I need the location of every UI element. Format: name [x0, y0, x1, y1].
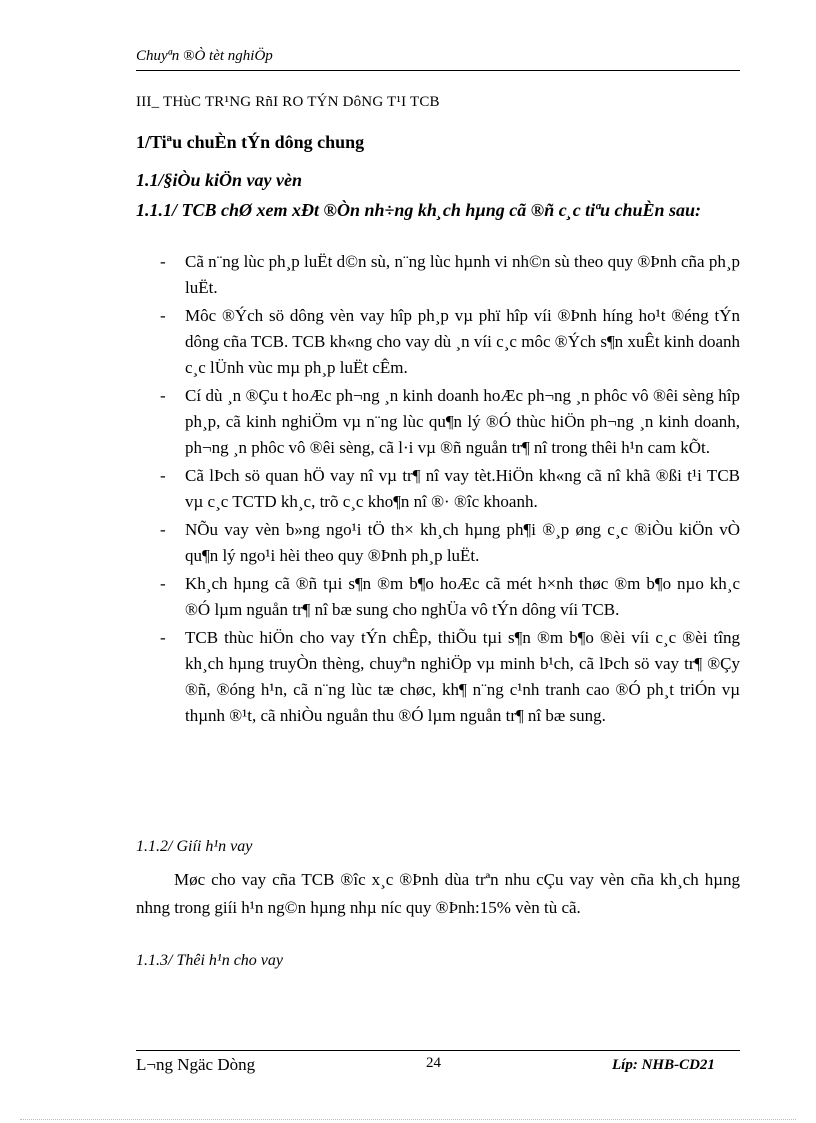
bullet-dash: -: [160, 628, 166, 647]
subheading-loan-limit: 1.1.2/ Giíi h¹n vay: [136, 838, 253, 855]
list-item: [136, 571, 740, 623]
list-item-text: Kh¸ch hµng cã ®ñ tµi s¶n ®m b¶o hoÆc cã mét h×nh thøc ®m b¶o nµo kh¸c ®Ó lµm nguån tr¶ nî bæ sung cho nghÜa vô tÝn dông víi TCB.: [185, 574, 740, 619]
footer-author: L¬ng Ngäc Dòng: [136, 1055, 256, 1074]
list-item: [136, 463, 740, 515]
list-item-text: NÕu vay vèn b»ng ngo¹i tÖ th× kh¸ch hµng ph¶i ®¸p øng c¸c ®iÒu kiÖn vÒ qu¶n lý ngo¹i hèi theo quy ®Þnh ph¸p luËt.: [185, 520, 740, 565]
list-item: [136, 303, 740, 381]
footer-class-label: Líp: NHB-CD21: [612, 1057, 715, 1073]
bullet-dash: -: [160, 252, 166, 271]
bullet-dash: -: [160, 386, 166, 405]
bullet-dash: -: [160, 466, 166, 485]
page-edge-divider: [20, 1119, 796, 1120]
list-item: [136, 625, 740, 729]
header-rule: [136, 70, 740, 71]
bullet-dash: -: [160, 306, 166, 325]
list-item-text: Cí dù ¸n ®Çu t hoÆc ph¬ng ¸n kinh doanh hoÆc ph¬ng ¸n phôc vô ®êi sèng hîp ph¸p, cã kinh nghiÖm vµ n¨ng lùc qu¶n lý ®Ó thùc hiÖn ph¬ng ¸n kinh doanh, ph¬ng ¸n phôc vô ®êi sèng, cã l·i vµ ®ñ nguån tr¶ nî trong thêi h¹n cam kÕt.: [185, 386, 740, 457]
list-item: [136, 383, 740, 461]
bullet-dash: -: [160, 520, 166, 539]
footer-rule: [136, 1050, 740, 1051]
section-title: III_ THùC TR¹NG RñI RO TÝN DôNG T¹I TCB: [136, 94, 440, 110]
criteria-list: [136, 249, 740, 731]
heading-2: 1.1/§iÒu kiÖn vay vèn: [136, 170, 302, 190]
list-item-text: Môc ®Ých sö dông vèn vay hîp ph¸p vµ phï hîp víi ®Þnh híng ho¹t ®éng tÝn dông cña TCB. TCB kh«ng cho vay dù ¸n víi c¸c môc ®Ých s¶n xuÊt kinh doanh c¸c lÜnh vùc mµ ph¸p luËt cÊm.: [185, 306, 740, 377]
loan-limit-paragraph: Møc cho vay cña TCB ®îc x¸c ®Þnh dùa trªn nhu cÇu vay vèn cña kh¸ch hµng nhng trong giíi h¹n ng©n hµng nhµ níc quy ®Þnh:15% vèn tù cã.: [136, 870, 740, 917]
page-number: 24: [426, 1055, 441, 1071]
running-header-title: Chuyªn ®Ò tèt nghiÖp: [136, 48, 273, 64]
heading-1: 1/Tiªu chuÈn tÝn dông chung: [136, 132, 365, 152]
list-item-text: Cã n¨ng lùc ph¸p luËt d©n sù, n¨ng lùc hµnh vi nh©n sù theo quy ®Þnh cña ph¸p luËt.: [185, 252, 740, 297]
list-item-text: Cã lÞch sö quan hÖ vay nî vµ tr¶ nî vay tèt.HiÖn kh«ng cã nî khã ®ßi t¹i TCB vµ c¸c TCTD kh¸c, trõ c¸c kho¶n nî ®· ®îc khoanh.: [185, 466, 740, 511]
list-item-text: TCB thùc hiÖn cho vay tÝn chÊp, thiÕu tµi s¶n ®m b¶o ®èi víi c¸c ®èi tîng kh¸ch hµng truyÒn thèng, chuyªn nghiÖp vµ minh b¹ch, cã lÞch sö vay tr¶ ®Çy ®ñ, ®óng h¹n, cã n¨ng lùc tæ chøc, kh¶ n¨ng c¹nh tranh cao ®Ó ph¸t triÓn vµ thµnh ®¹t, cã nhiÒu nguån thu ®Ó lµm nguån tr¶ nî bæ sung.: [185, 628, 740, 725]
bullet-dash: -: [160, 574, 166, 593]
list-item: [136, 517, 740, 569]
list-item: [136, 249, 740, 301]
heading-3: 1.1.1/ TCB chØ xem xÐt ®Òn nh÷ng kh¸ch hµng cã ®ñ c¸c tiªu chuÈn sau:: [136, 200, 702, 220]
subheading-loan-term: 1.1.3/ Thêi h¹n cho vay: [136, 952, 283, 969]
